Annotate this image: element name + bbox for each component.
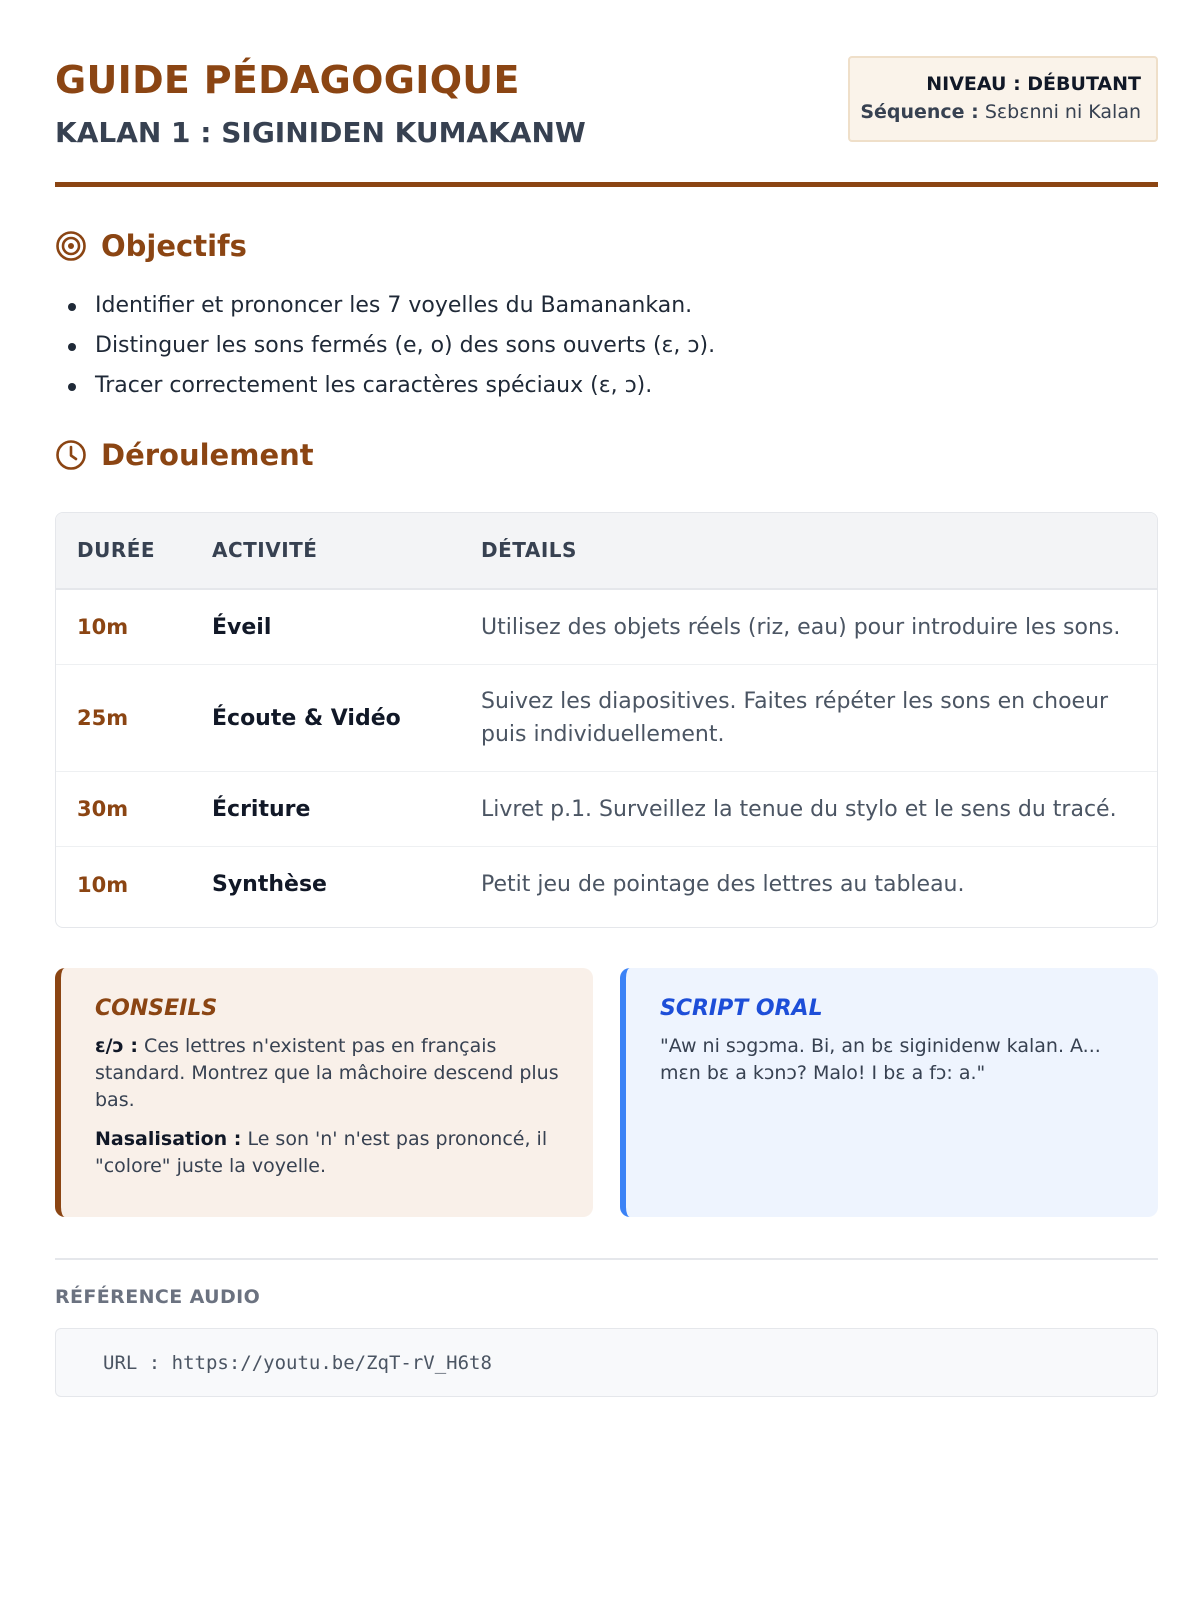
schedule-heading [55, 435, 314, 475]
level-badge [848, 56, 1158, 142]
reference-url-box[interactable]: URL : https://youtu.be/ZqT-rV_H6t8 [55, 1328, 1158, 1397]
page-header [55, 56, 1158, 186]
details-cell: Livret p.1. Surveillez la tenue du stylo et le sens du tracé. [481, 796, 1117, 822]
lesson-guide-page [55, 0, 1158, 1600]
tips-content [95, 1033, 563, 1180]
duration-cell: 10m [77, 872, 129, 897]
list-item: Tracer correctement les caractères spéciaux (ɛ, ɔ). [55, 366, 1158, 406]
tip-text: Ces lettres n'existent pas en français standard. Montrez que la mâchoire descend plus bas. [95, 1035, 559, 1111]
details-cell: Petit jeu de pointage des lettres au tableau. [481, 872, 965, 897]
column-header-duration: DURÉE [77, 538, 156, 562]
reference-divider [55, 1258, 1158, 1260]
duration-cell: 30m [77, 797, 129, 821]
level-label: NIVEAU : DÉBUTANT [926, 73, 1141, 95]
target-icon [55, 230, 87, 262]
schedule-table [55, 512, 1158, 928]
page-title: GUIDE PÉDAGOGIQUE [55, 58, 520, 102]
duration-cell: 10m [77, 615, 129, 639]
tip-text: Le son 'n' n'est pas prononcé, il "colore" juste la voyelle. [95, 1128, 548, 1177]
sequence-line [850, 101, 1141, 123]
list-item: Identifier et prononcer les 7 voyelles du Bamanankan. [55, 286, 1158, 326]
table-row [56, 590, 1157, 665]
script-box [620, 968, 1158, 1217]
tip-item [95, 1033, 563, 1114]
schedule-heading-text: Déroulement [101, 438, 314, 472]
activity-cell: Écriture [212, 796, 311, 822]
script-title: SCRIPT ORAL [660, 996, 823, 1021]
header-divider [55, 182, 1158, 187]
sequence-label: Séquence : [860, 101, 979, 123]
tip-label: Nasalisation : [95, 1128, 242, 1150]
list-item: Distinguer les sons fermés (e, o) des sons ouverts (ɛ, ɔ). [55, 326, 1158, 366]
activity-cell: Synthèse [212, 872, 327, 897]
details-cell: Utilisez des objets réels (riz, eau) pour introduire les sons. [481, 614, 1121, 640]
reference-label: RÉFÉRENCE AUDIO [55, 1286, 261, 1308]
column-header-activity: ACTIVITÉ [212, 538, 318, 562]
objectives-heading-text: Objectifs [101, 229, 247, 263]
table-row [56, 772, 1157, 847]
details-cell: Suivez les diapositives. Faites répéter les sons en choeur puis individuellement. [481, 689, 1109, 747]
script-text: "Aw ni sɔgɔma. Bi, an bɛ siginidenw kalan. A... mɛn bɛ a kɔnɔ? Malo! I bɛ a fɔ: a." [660, 1035, 1101, 1084]
table-header [56, 513, 1157, 590]
activity-cell: Éveil [212, 614, 272, 640]
objectives-heading [55, 226, 247, 266]
table-row [56, 847, 1157, 922]
duration-cell: 25m [77, 706, 129, 730]
tip-label: ɛ/ɔ : [95, 1035, 138, 1057]
column-header-details: DÉTAILS [481, 538, 577, 562]
tips-title: CONSEILS [95, 996, 218, 1021]
clock-icon [55, 439, 87, 471]
objectives-list [55, 286, 1158, 406]
tip-item [95, 1126, 563, 1180]
tips-box [55, 968, 593, 1217]
table-row [56, 665, 1157, 772]
activity-cell: Écoute & Vidéo [212, 705, 401, 731]
page-subtitle: KALAN 1 : SIGINIDEN KUMAKANW [55, 116, 586, 149]
sequence-value: Sɛbɛnni ni Kalan [984, 101, 1141, 123]
